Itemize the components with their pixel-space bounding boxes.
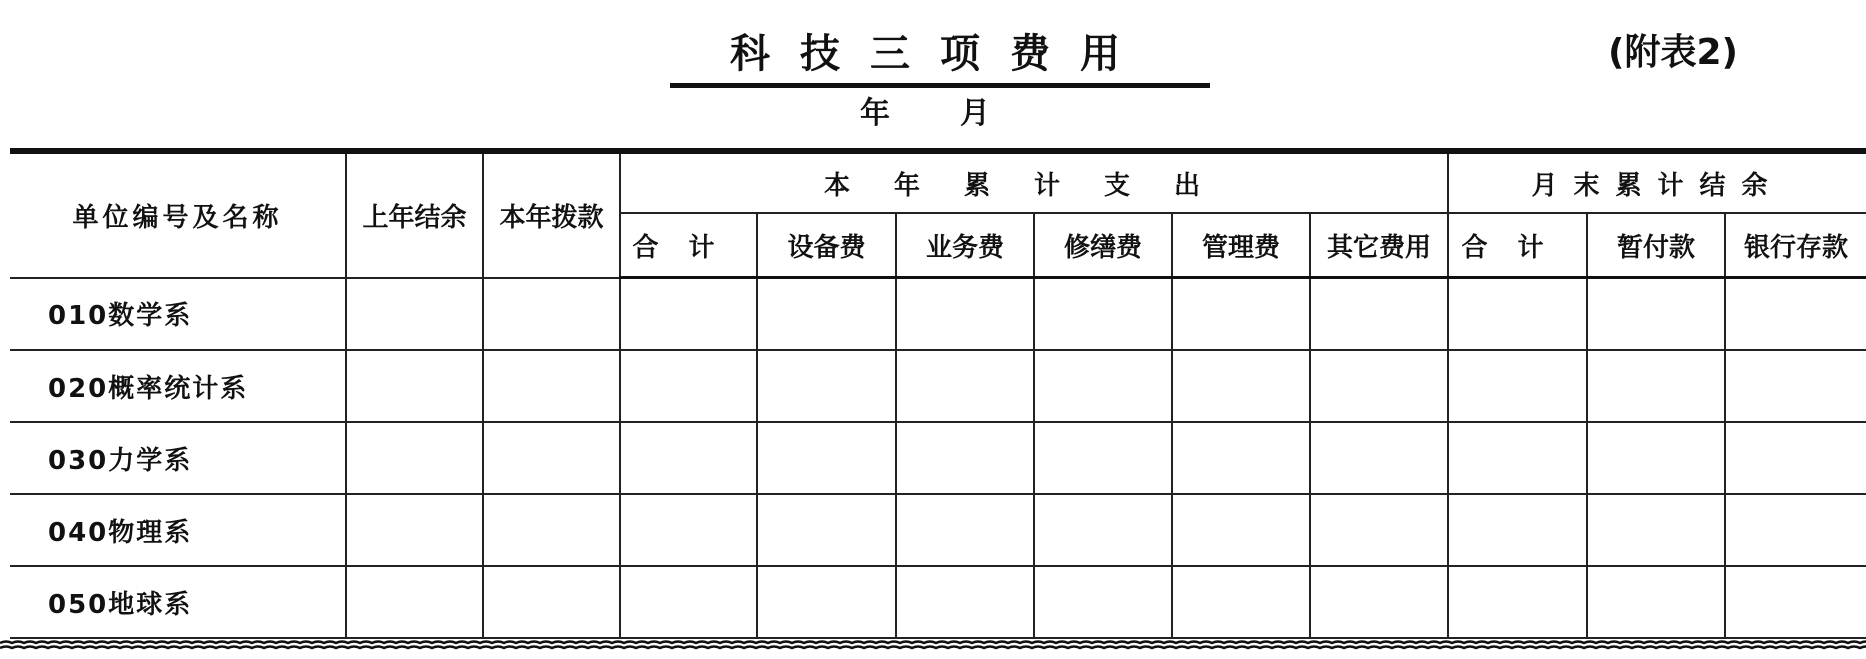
expense-ledger-table — [10, 148, 1866, 639]
table-cell — [896, 278, 1034, 351]
table-cell — [1172, 278, 1310, 351]
cumulative-expense-group-header: 本年累计支出 — [620, 151, 1448, 213]
table-cell — [1725, 566, 1866, 638]
table-cell — [1310, 350, 1448, 422]
table-cell — [1034, 494, 1172, 566]
table-cell — [483, 422, 620, 494]
repair-fee-header: 修缮费 — [1034, 213, 1172, 278]
torn-edge-wavy-line — [0, 638, 1866, 652]
table-cell — [1448, 566, 1587, 638]
expense-total-header: 合计 — [620, 213, 757, 278]
row-unit-name: 030力学系 — [10, 422, 346, 494]
table-cell — [620, 278, 757, 351]
table-cell — [1172, 422, 1310, 494]
unit-name-header: 单位编号及名称 — [10, 151, 346, 278]
table-row — [10, 350, 1866, 422]
row-unit-name: 010数学系 — [10, 278, 346, 351]
business-fee-header: 业务费 — [896, 213, 1034, 278]
equipment-fee-header: 设备费 — [757, 213, 896, 278]
table-cell — [1448, 278, 1587, 351]
header-row-primary — [10, 151, 1866, 213]
table-cell — [896, 494, 1034, 566]
table-cell — [1725, 422, 1866, 494]
table-cell — [1587, 350, 1725, 422]
current-allocation-header: 本年拨款 — [483, 151, 620, 278]
table-cell — [1448, 350, 1587, 422]
table-cell — [896, 350, 1034, 422]
table-row — [10, 494, 1866, 566]
table-cell — [757, 566, 896, 638]
table-cell — [1448, 494, 1587, 566]
row-unit-name: 050地球系 — [10, 566, 346, 638]
table-cell — [483, 350, 620, 422]
table-cell — [757, 350, 896, 422]
table-cell — [346, 494, 483, 566]
table-cell — [1034, 422, 1172, 494]
table-cell — [1587, 422, 1725, 494]
table-row — [10, 278, 1866, 351]
table-cell — [1172, 494, 1310, 566]
table-cell — [896, 422, 1034, 494]
table-cell — [1587, 494, 1725, 566]
table-row — [10, 566, 1866, 638]
table-cell — [1310, 494, 1448, 566]
table-cell — [1034, 278, 1172, 351]
table-cell — [1034, 566, 1172, 638]
table-cell — [346, 566, 483, 638]
balance-total-header: 合计 — [1448, 213, 1587, 278]
row-unit-name: 040物理系 — [10, 494, 346, 566]
table-cell — [1587, 566, 1725, 638]
table-cell — [757, 278, 896, 351]
table-cell — [620, 566, 757, 638]
row-unit-name: 020概率统计系 — [10, 350, 346, 422]
table-cell — [483, 494, 620, 566]
table-cell — [1725, 278, 1866, 351]
table-row — [10, 422, 1866, 494]
prev-balance-header: 上年结余 — [346, 151, 483, 278]
table-cell — [1725, 350, 1866, 422]
table-cell — [483, 278, 620, 351]
table-cell — [620, 494, 757, 566]
month-end-balance-group-header: 月末累计结余 — [1448, 151, 1866, 213]
document-title: 科技三项费用 — [670, 22, 1210, 88]
table-cell — [1448, 422, 1587, 494]
table-cell — [483, 566, 620, 638]
table-cell — [1587, 278, 1725, 351]
other-fee-header: 其它费用 — [1310, 213, 1448, 278]
table-cell — [346, 350, 483, 422]
advance-payment-header: 暂付款 — [1587, 213, 1725, 278]
table-cell — [1310, 422, 1448, 494]
table-cell — [896, 566, 1034, 638]
management-fee-header: 管理费 — [1172, 213, 1310, 278]
table-cell — [1725, 494, 1866, 566]
table-cell — [757, 494, 896, 566]
table-cell — [1172, 350, 1310, 422]
table-cell — [346, 422, 483, 494]
table-cell — [757, 422, 896, 494]
table-cell — [1034, 350, 1172, 422]
table-cell — [620, 350, 757, 422]
period-label: 年月 — [860, 96, 1060, 131]
appendix-label: (附表2) — [1608, 32, 1738, 73]
bank-deposit-header: 银行存款 — [1725, 213, 1866, 278]
table-cell — [620, 422, 757, 494]
table-cell — [346, 278, 483, 351]
table-cell — [1172, 566, 1310, 638]
table-cell — [1310, 278, 1448, 351]
table-cell — [1310, 566, 1448, 638]
